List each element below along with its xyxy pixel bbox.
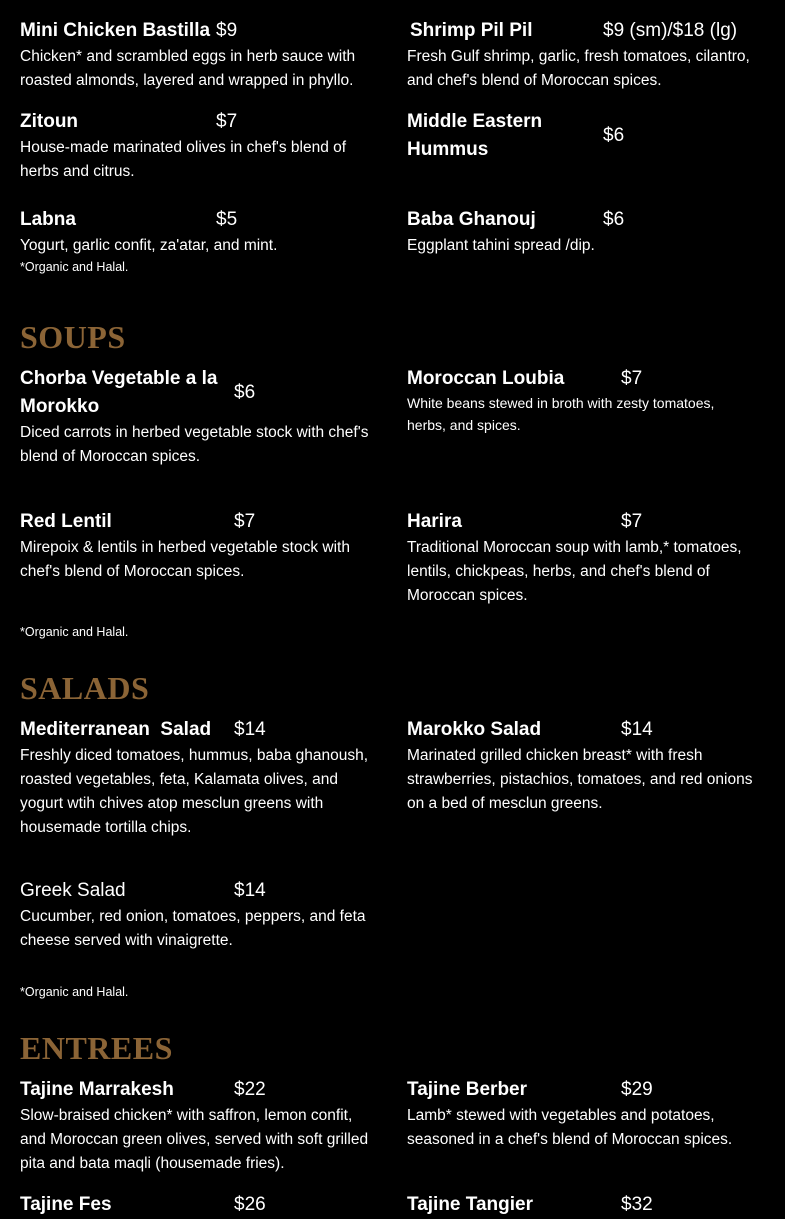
- item-desc-tajine-berber: Lamb* stewed with vegetables and potatoes, seasoned in a chef's blend of Moroccan spices.: [407, 1107, 733, 1148]
- item-name-tajine-marrakesh: Tajine Marrakesh: [20, 1079, 174, 1100]
- item-price-tajine-berber: $29: [621, 1079, 653, 1100]
- item-price-shrimp-pil-pil: $9 (sm)/$18 (lg): [603, 20, 738, 41]
- item-name-harira: Harira: [407, 511, 462, 532]
- item-price-harira: $7: [621, 511, 643, 532]
- item-price-marokko-salad: $14: [621, 719, 653, 740]
- section-title-entrees: ENTREES: [20, 1030, 173, 1066]
- item-name-mini-chicken-bastilla: Mini Chicken Bastilla: [20, 20, 211, 41]
- item-name-shrimp-pil-pil: Shrimp Pil Pil: [410, 20, 533, 41]
- organic-halal-note: *Organic and Halal.: [20, 985, 129, 999]
- item-name-middle-eastern-hummus: Middle Eastern Hummus: [407, 111, 543, 160]
- section-title-soups: SOUPS: [20, 319, 126, 355]
- item-price-mediterranean-salad: $14: [234, 719, 266, 740]
- item-desc-mediterranean-salad: Freshly diced tomatoes, hummus, baba ghanoush, roasted vegetables, feta, Kalamata olives, and yogurt wtih chives atop mesclun greens with housemade tortilla chips.: [20, 747, 369, 836]
- item-price-red-lentil: $7: [234, 511, 256, 532]
- item-desc-chorba-vegetable: Diced carrots in herbed vegetable stock with chef's blend of Moroccan spices.: [20, 424, 369, 465]
- organic-halal-note: *Organic and Halal.: [20, 260, 129, 274]
- item-desc-greek-salad: Cucumber, red onion, tomatoes, peppers, and feta cheese served with vinaigrette.: [20, 908, 366, 949]
- item-price-greek-salad: $14: [234, 880, 266, 901]
- item-name-tajine-berber: Tajine Berber: [407, 1079, 528, 1100]
- item-price-zitoun: $7: [216, 111, 238, 132]
- item-desc-shrimp-pil-pil: Fresh Gulf shrimp, garlic, fresh tomatoes, cilantro, and chef's blend of Moroccan spices.: [407, 48, 750, 89]
- item-price-mini-chicken-bastilla: $9: [216, 20, 238, 41]
- item-price-chorba-vegetable: $6: [234, 382, 256, 403]
- item-price-tajine-marrakesh: $22: [234, 1079, 266, 1100]
- item-name-zitoun: Zitoun: [20, 111, 79, 132]
- item-name-tajine-fes: Tajine Fes: [20, 1194, 112, 1215]
- item-name-chorba-vegetable: Chorba Vegetable a la Morokko: [20, 368, 218, 417]
- item-name-tajine-tangier: Tajine Tangier: [407, 1194, 533, 1215]
- item-name-mediterranean-salad: Mediterranean Salad: [20, 719, 212, 740]
- item-name-labna: Labna: [20, 209, 76, 230]
- item-desc-moroccan-loubia: White beans stewed in broth with zesty tomatoes, herbs, and spices.: [407, 395, 715, 433]
- item-desc-harira: Traditional Moroccan soup with lamb,* tomatoes, lentils, chickpeas, herbs, and chef's blend of Moroccan spices.: [407, 539, 742, 604]
- item-name-greek-salad: Greek Salad: [20, 880, 126, 901]
- item-desc-tajine-marrakesh: Slow-braised chicken* with saffron, lemon confit, and Moroccan green olives, served with soft grilled pita and bata maqli (housemade fries).: [20, 1107, 369, 1172]
- item-desc-zitoun: House-made marinated olives in chef's blend of herbs and citrus.: [20, 139, 347, 180]
- item-desc-baba-ghanouj: Eggplant tahini spread /dip.: [407, 237, 595, 254]
- item-price-middle-eastern-hummus: $6: [603, 125, 625, 146]
- item-desc-labna: Yogurt, garlic confit, za'atar, and mint.: [20, 237, 278, 254]
- item-price-baba-ghanouj: $6: [603, 209, 625, 230]
- item-name-marokko-salad: Marokko Salad: [407, 719, 542, 740]
- item-price-tajine-tangier: $32: [621, 1194, 653, 1215]
- item-price-labna: $5: [216, 209, 238, 230]
- item-desc-mini-chicken-bastilla: Chicken* and scrambled eggs in herb sauce with roasted almonds, layered and wrapped in phyllo.: [20, 48, 356, 89]
- organic-halal-note: *Organic and Halal.: [20, 625, 129, 639]
- item-name-moroccan-loubia: Moroccan Loubia: [407, 368, 565, 389]
- item-price-moroccan-loubia: $7: [621, 368, 643, 389]
- section-title-salads: SALADS: [20, 670, 150, 706]
- item-price-tajine-fes: $26: [234, 1194, 266, 1215]
- item-desc-marokko-salad: Marinated grilled chicken breast* with fresh strawberries, pistachios, tomatoes, and red onions on a bed of mesclun greens.: [407, 747, 753, 812]
- item-desc-red-lentil: Mirepoix & lentils in herbed vegetable stock with chef's blend of Moroccan spices.: [20, 539, 350, 580]
- item-name-red-lentil: Red Lentil: [20, 511, 112, 532]
- item-name-baba-ghanouj: Baba Ghanouj: [407, 209, 536, 230]
